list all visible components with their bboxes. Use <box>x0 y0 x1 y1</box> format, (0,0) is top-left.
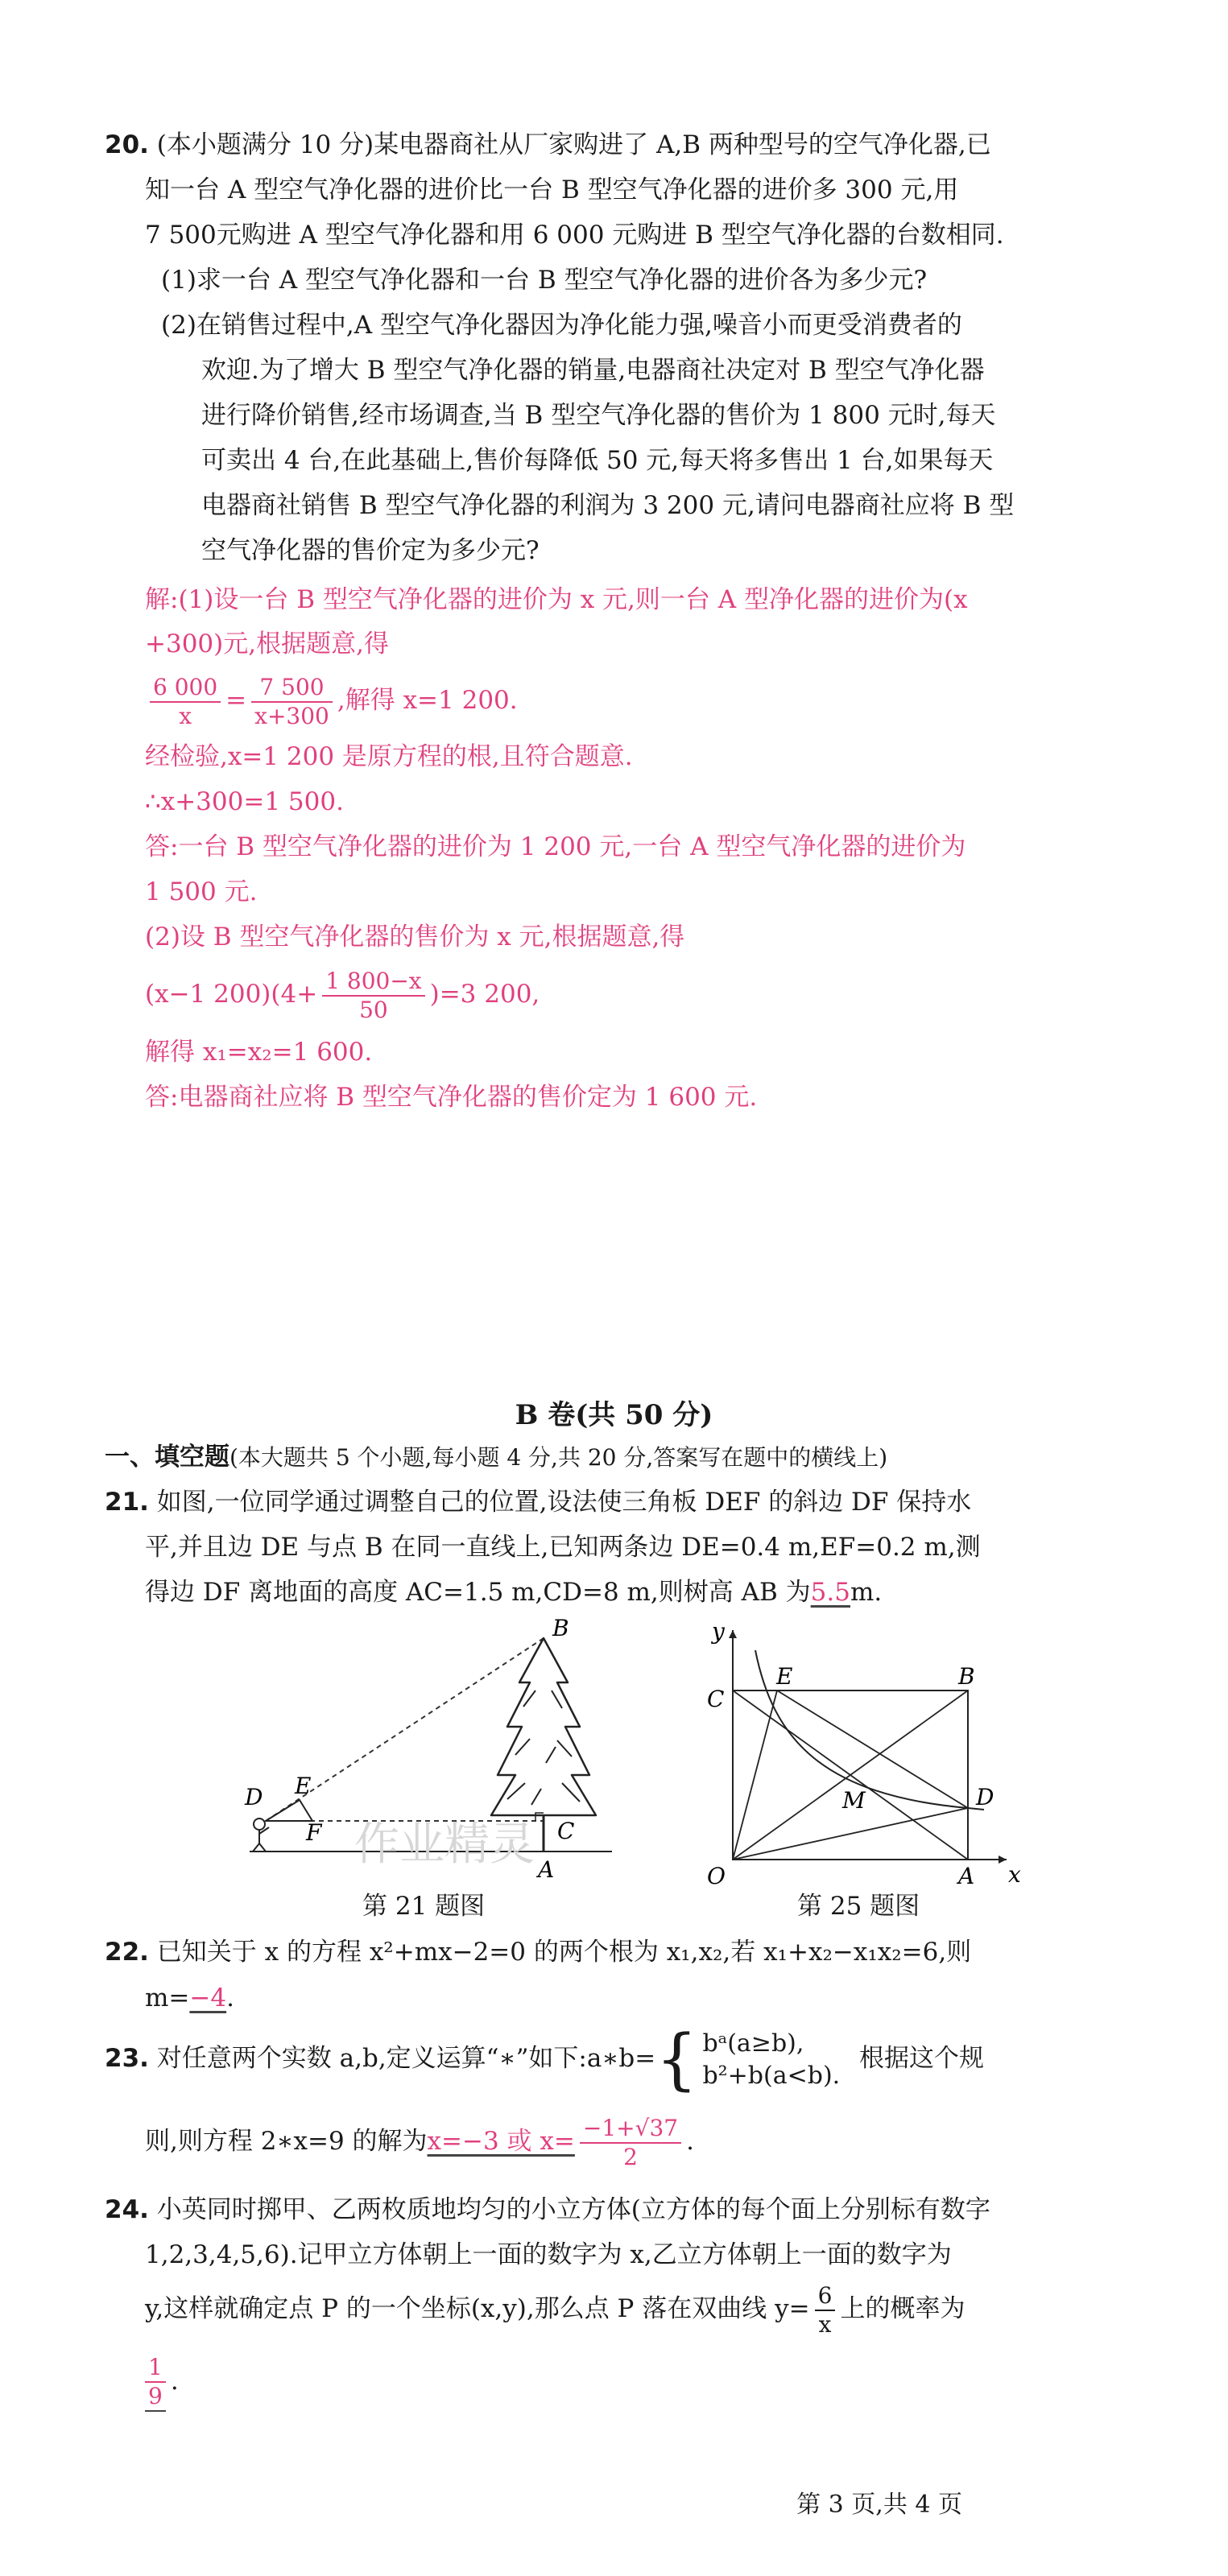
part1-heading: 一、填空题 <box>105 1443 229 1472</box>
label-o: O <box>707 1863 726 1889</box>
q20-sol-line-5: ∴x+300=1 500. <box>145 787 344 816</box>
q21-answer: 5.5 <box>810 1578 850 1607</box>
q24-line-4 <box>145 2349 179 2413</box>
q22-number: 22. <box>105 1938 149 1967</box>
label-x: x <box>1008 1861 1021 1888</box>
q24-text-tail: 上的概率为 <box>840 2294 965 2323</box>
person-leg-icon <box>253 1843 259 1852</box>
label-b: B <box>552 1618 569 1641</box>
q22-line-1 <box>105 1936 971 1968</box>
y-axis-arrow-icon <box>729 1630 737 1638</box>
q23-answer-part: x=−3 或 x= <box>427 2127 575 2156</box>
q20-line-5: (2)在销售过程中,A 型空气净化器因为净化能力强,噪音小而更受消费者的 <box>161 311 962 340</box>
section-b-part1 <box>105 1441 887 1474</box>
numerator: −1+√37 <box>580 2115 681 2144</box>
label-d: D <box>976 1784 994 1810</box>
q20-line-2: 知一台 A 型空气净化器的进价比一台 B 型空气净化器的进价多 300 元,用 <box>145 175 959 204</box>
q20-line-10: 空气净化器的售价定为多少元? <box>201 536 540 565</box>
fraction-6000-over-x <box>150 674 221 730</box>
q23-period: . <box>686 2127 694 2156</box>
q21-text: 如图,一位同学通过调整自己的位置,设法使三角板 DEF 的斜边 DF 保持水 <box>156 1488 972 1517</box>
q20-line-4: (1)求一台 A 型空气净化器和一台 B 型空气净化器的进价各为多少元? <box>161 266 928 295</box>
watermark-text: 作业精灵 <box>354 1818 535 1871</box>
q24-text: 小英同时掷甲、乙两枚质地均匀的小立方体(立方体的每个面上分别标有数字 <box>156 2195 990 2224</box>
q20-sol-line-2: +300)元,根据题意,得 <box>145 630 389 658</box>
label-y: y <box>712 1618 725 1645</box>
label-a: A <box>958 1863 975 1889</box>
q20-sol-line-6: 答:一台 B 型空气净化器的进价为 1 200 元,一台 A 型空气净化器的进价为 <box>145 832 966 861</box>
figure-21-caption: 第 21 题图 <box>362 1892 486 1921</box>
q24-line-3 <box>145 2277 965 2341</box>
denominator: 50 <box>359 996 388 1023</box>
numerator: 1 800−x <box>322 968 424 997</box>
label-f: F <box>306 1819 322 1846</box>
q20-line-1 <box>105 129 991 161</box>
q20-sol-equation-2 <box>145 962 540 1026</box>
q24-line-2: 1,2,3,4,5,6).记甲立方体朝上一面的数字为 x,乙立方体朝上一面的数字为 <box>145 2240 952 2269</box>
q23-text: 对任意两个实数 a,b,定义运算“∗”如下:a∗b= <box>156 2044 656 2073</box>
q23-answer <box>427 2114 687 2170</box>
fraction-7500-over-x-plus-300 <box>251 674 333 730</box>
person-leg-icon <box>259 1843 266 1852</box>
q21-line-2: 平,并且边 DE 与点 B 在同一直线上,已知两条边 DE=0.4 m,EF=0.2 m,测 <box>145 1533 981 1562</box>
q21-text-3: 得边 DF 离地面的高度 AC=1.5 m,CD=8 m,则树高 AB 为 <box>145 1578 811 1607</box>
label-c: C <box>707 1686 725 1712</box>
q20-line-7: 进行降价销售,经市场调查,当 B 型空气净化器的售价为 1 800 元时,每天 <box>201 401 996 430</box>
denominator: x <box>818 2310 832 2338</box>
q22-period: . <box>226 1984 234 2013</box>
q23-number: 23. <box>105 2044 149 2073</box>
q20-sol-line-1: 解:(1)设一台 B 型空气净化器的进价为 x 元,则一台 A 型净化器的进价为(x <box>145 585 968 614</box>
numerator: 7 500 <box>251 674 333 703</box>
q23-piecewise-cases <box>702 2028 840 2092</box>
q20-sol-equation-1 <box>145 668 518 733</box>
equals-sign: = <box>225 686 247 715</box>
label-b: B <box>958 1663 975 1690</box>
q22-text: 已知关于 x 的方程 x²+mx−2=0 的两个根为 x₁,x₂,若 x₁+x₂−x₁x₂=6,则 <box>156 1938 972 1967</box>
q24-fraction-6-over-x <box>815 2282 836 2339</box>
section-b-title: B 卷(共 50 分) <box>515 1399 713 1431</box>
label-m: M <box>842 1787 866 1814</box>
denominator: 9 <box>148 2382 163 2409</box>
q21-unit: m. <box>850 1578 883 1607</box>
q24-text-3: y,这样就确定点 P 的一个坐标(x,y),那么点 P 落在双曲线 y= <box>145 2294 810 2323</box>
person-head-icon <box>254 1818 265 1830</box>
denominator: x <box>179 702 192 729</box>
q20-text: (本小题满分 10 分)某电器商社从厂家购进了 A,B 两种型号的空气净化器,已 <box>156 130 991 159</box>
brace-icon: { <box>655 2021 698 2098</box>
figure-25-coordinate-diagram <box>684 1618 1023 1892</box>
page-footer: 第 3 页,共 4 页 <box>796 2491 962 2519</box>
figure-25-caption: 第 25 题图 <box>797 1892 920 1921</box>
q21-line-1 <box>105 1486 971 1518</box>
label-d: D <box>245 1784 263 1810</box>
q23-text-2: 则,则方程 2∗x=9 的解为 <box>145 2127 428 2156</box>
numerator: 6 000 <box>150 674 221 703</box>
q22-answer: −4 <box>189 1984 227 2013</box>
q20-sol-line-11: 答:电器商社应将 B 型空气净化器的售价定为 1 600 元. <box>145 1083 758 1112</box>
q22-text-2: m= <box>145 1984 190 2013</box>
q23-text-tail: 根据这个规 <box>859 2044 985 2073</box>
q23-line-1 <box>105 2021 985 2098</box>
q20-line-8: 可卖出 4 台,在此基础上,售价每降低 50 元,每天将多售出 1 台,如果每天 <box>201 446 994 475</box>
q20-line-9: 电器商社销售 B 型空气净化器的利润为 3 200 元,请问电器商社应将 B 型 <box>201 491 1015 520</box>
q20-sol-line-8: (2)设 B 型空气净化器的售价为 x 元,根据题意,得 <box>145 923 685 952</box>
numerator: 1 <box>145 2354 166 2383</box>
triangle-def <box>266 1800 312 1821</box>
equation-tail: )=3 200, <box>429 980 540 1009</box>
q24-number: 24. <box>105 2195 149 2224</box>
q20-line-6: 欢迎.为了增大 B 型空气净化器的销量,电器商社决定对 B 型空气净化器 <box>201 356 985 385</box>
q23-case-2: b²+b(a<b). <box>702 2061 841 2090</box>
q24-answer-fraction <box>145 2354 166 2412</box>
label-c: C <box>557 1818 575 1844</box>
figure-21-tree-diagram <box>242 1618 628 1892</box>
q20-line-3: 7 500元购进 A 型空气净化器和用 6 000 元购进 B 型空气净化器的台数相同. <box>145 221 1004 250</box>
q20-sol-line-10: 解得 x₁=x₂=1 600. <box>145 1038 373 1067</box>
label-e: E <box>776 1663 793 1690</box>
label-a: A <box>538 1856 555 1883</box>
q24-line-1 <box>105 2194 990 2226</box>
label-e: E <box>295 1773 312 1799</box>
equation-tail: ,解得 x=1 200. <box>337 686 518 715</box>
denominator: x+300 <box>254 702 329 729</box>
q20-sol-line-4: 经检验,x=1 200 是原方程的根,且符合题意. <box>145 742 633 771</box>
q20-sol-line-7: 1 500 元. <box>145 877 258 906</box>
q24-period: . <box>170 2367 179 2396</box>
part1-note: (本大题共 5 个小题,每小题 4 分,共 20 分,答案写在题中的横线上) <box>229 1444 888 1471</box>
x-axis-arrow-icon <box>999 1856 1007 1864</box>
q23-answer-fraction <box>580 2115 681 2171</box>
q23-case-1: bᵃ(a≥b), <box>702 2029 804 2058</box>
denominator: 2 <box>623 2143 638 2170</box>
q21-number: 21. <box>105 1488 149 1517</box>
q21-line-3 <box>145 1576 882 1608</box>
numerator: 6 <box>815 2282 836 2311</box>
q20-number: 20. <box>105 130 149 159</box>
q23-line-2 <box>145 2109 694 2174</box>
q22-line-2 <box>145 1982 234 2014</box>
line-oe <box>733 1690 777 1860</box>
equation-head: (x−1 200)(4+ <box>145 980 318 1009</box>
fraction-1800-minus-x-over-50 <box>322 968 424 1024</box>
